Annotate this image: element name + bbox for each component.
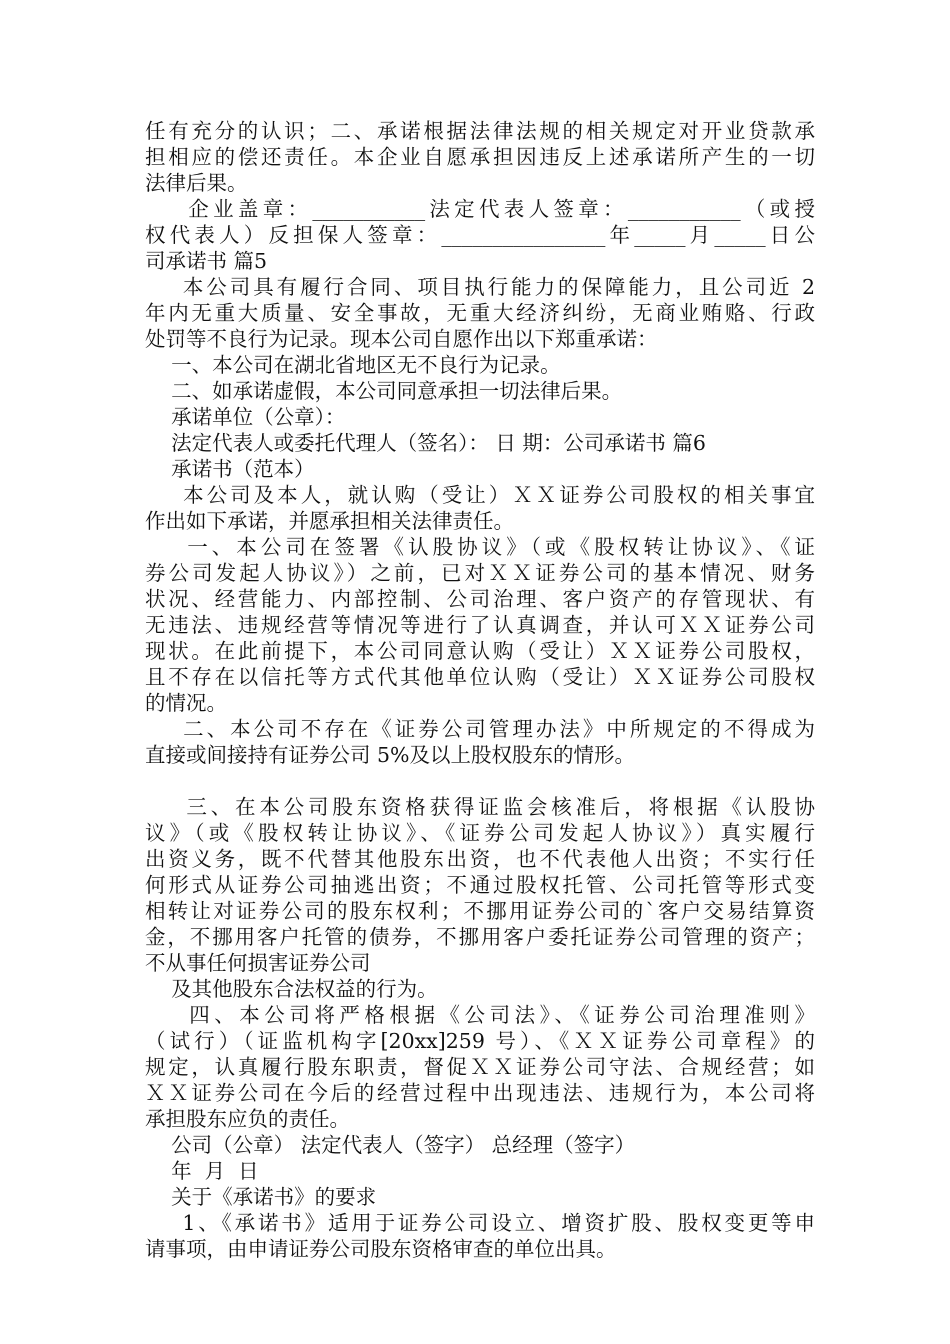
text-line: 规定，认真履行股东职责，督促ＸＸ证券公司守法、合规经营；如 [145, 1055, 815, 1079]
text-line: 及其他股东合法权益的行为。 [145, 977, 438, 1001]
date-line: 年 月 日 [145, 1159, 259, 1183]
signature-line: 权代表人）反担保人签章：________________年_____月_____日公 [145, 223, 815, 247]
section-heading: 司承诺书 篇5 [145, 249, 268, 273]
blank-line [145, 768, 815, 794]
text-line: 券公司发起人协议》）之前，已对ＸＸ证券公司的基本情况、财务 [145, 561, 815, 585]
text-line: 金，不挪用客户托管的债券，不挪用客户委托证券公司管理的资产； [145, 925, 815, 949]
text-line: 何形式从证券公司抽逃出资；不通过股权托管、公司托管等形式变 [145, 873, 815, 897]
text-line: 处罚等不良行为记录。现本公司自愿作出以下郑重承诺： [145, 327, 658, 351]
text-line: 议》（或《股权转让协议》、《证券公司发起人协议》）真实履行 [145, 821, 815, 845]
text-line: 担相应的偿还责任。本企业自愿承担因违反上述承诺所产生的一切 [145, 145, 815, 169]
text-line: 年内无重大质量、安全事故，无重大经济纠纷，无商业贿赂、行政 [145, 301, 815, 325]
text-line: 四、本公司将严格根据《公司法》、《证券公司治理准则》 [145, 1003, 815, 1027]
text-line: 承担股东应负的责任。 [145, 1107, 350, 1131]
text-line: 本公司及本人，就认购（受让）ＸＸ证券公司股权的相关事宜 [145, 483, 815, 507]
text-line: 无违法、违规经营等情况等进行了认真调查，并认可ＸＸ证券公司 [145, 613, 815, 637]
signature-line: 公司（公章） 法定代表人（签字） 总经理（签字） [145, 1133, 636, 1157]
text-line: 1、《承诺书》适用于证券公司设立、增资扩股、股权变更等申 [145, 1211, 815, 1235]
text-line: 出资义务，既不代替其他股东出资，也不代表他人出资；不实行任 [145, 847, 815, 871]
text-line: 一、本公司在签署《认股协议》（或《股权转让协议》、《证 [145, 535, 815, 559]
text-line: 直接或间接持有证券公司 5%及以上股权股东的情形。 [145, 743, 636, 767]
text-line: 本公司具有履行合同、项目执行能力的保障能力，且公司近 2 [145, 275, 815, 299]
text-line: 任有充分的认识；二、承诺根据法律法规的相关规定对开业贷款承 [145, 119, 815, 143]
text-line: ＸＸ证券公司在今后的经营过程中出现违法、违规行为，本公司将 [145, 1081, 815, 1105]
text-line: 状况、经营能力、内部控制、公司治理、客户资产的存管现状、有 [145, 587, 815, 611]
section-heading: 承诺书（范本） [145, 457, 315, 481]
text-line: 三、在本公司股东资格获得证监会核准后，将根据《认股协 [145, 795, 815, 819]
text-line: 现状。在此前提下，本公司同意认购（受让）ＸＸ证券公司股权， [145, 639, 815, 663]
text-line: 承诺单位（公章）： [145, 405, 346, 429]
text-line: 相转让对证券公司的股东权利；不挪用证券公司的`客户交易结算资 [145, 899, 815, 923]
text-line: 一、本公司在湖北省地区无不良行为记录。 [145, 353, 561, 377]
text-line: 法律后果。 [145, 171, 248, 195]
text-line: 且不存在以信托等方式代其他单位认购（受让）ＸＸ证券公司股权 [145, 665, 815, 689]
text-line: 请事项，由申请证券公司股东资格审查的单位出具。 [145, 1237, 617, 1261]
text-line: 二、本公司不存在《证券公司管理办法》中所规定的不得成为 [145, 717, 815, 741]
text-line: 的情况。 [145, 691, 227, 715]
signature-line: 企业盖章：___________法定代表人签章：___________（或授 [145, 197, 815, 221]
text-line: 法定代表人或委托代理人（签名）： 日 期：公司承诺书 篇6 [145, 431, 706, 455]
text-line: （试行）（证监机构字[20xx]259 号）、《ＸＸ证券公司章程》的 [145, 1029, 815, 1053]
section-heading: 关于《承诺书》的要求 [145, 1185, 377, 1209]
document-body [145, 118, 815, 1262]
text-line: 二、如承诺虚假，本公司同意承担一切法律后果。 [145, 379, 623, 403]
text-line: 不从事任何损害证券公司 [145, 951, 371, 975]
text-line: 作出如下承诺，并愿承担相关法律责任。 [145, 509, 514, 533]
